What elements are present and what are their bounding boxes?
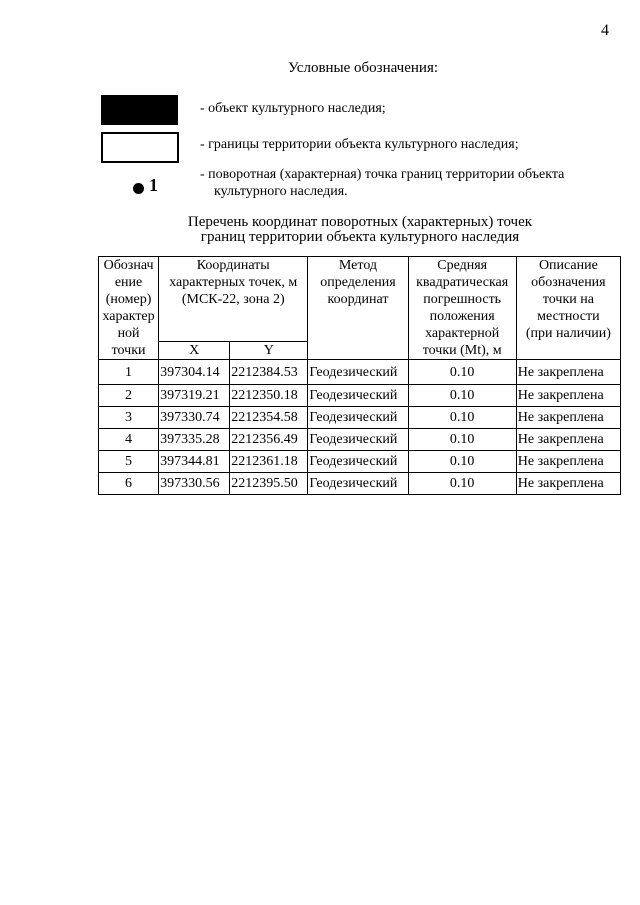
cell-point: 2 bbox=[99, 385, 159, 407]
legend-item-territory-boundary: - границы территории объекта культурного наследия; bbox=[200, 137, 519, 152]
header-line: Описание bbox=[538, 258, 598, 273]
header-line: точки на bbox=[542, 292, 594, 307]
cell-description: Не закреплена bbox=[516, 473, 620, 495]
cell-point: 3 bbox=[99, 407, 159, 429]
cell-error: 0.10 bbox=[408, 429, 516, 451]
header-line: Метод bbox=[338, 258, 378, 273]
cell-description: Не закреплена bbox=[516, 385, 620, 407]
table-row bbox=[99, 360, 621, 385]
header-line: характер bbox=[102, 309, 155, 324]
territory-boundary-symbol bbox=[101, 132, 179, 163]
header-x: X bbox=[159, 342, 230, 360]
cell-method: Геодезический bbox=[308, 360, 408, 385]
legend-title: Условные обозначения: bbox=[287, 60, 439, 76]
header-designation bbox=[99, 257, 159, 360]
cell-y: 2212361.18 bbox=[230, 451, 308, 473]
legend-item-turning-point bbox=[200, 166, 620, 200]
header-line: координат bbox=[327, 292, 389, 307]
cell-x: 397335.28 bbox=[159, 429, 230, 451]
heritage-object-symbol bbox=[101, 95, 178, 125]
table-title-line2: границ территории объекта культурного наследия bbox=[200, 229, 520, 245]
table-row bbox=[99, 473, 621, 495]
cell-point: 1 bbox=[99, 360, 159, 385]
table-row bbox=[99, 385, 621, 407]
header-line: ной bbox=[117, 326, 140, 341]
cell-error: 0.10 bbox=[408, 385, 516, 407]
header-line: Координаты bbox=[196, 258, 270, 273]
header-error bbox=[408, 257, 516, 360]
cell-y: 2212354.58 bbox=[230, 407, 308, 429]
cell-x: 397304.14 bbox=[159, 360, 230, 385]
header-line: точки (Mt), м bbox=[422, 343, 502, 358]
cell-error: 0.10 bbox=[408, 451, 516, 473]
cell-y: 2212395.50 bbox=[230, 473, 308, 495]
cell-description: Не закреплена bbox=[516, 429, 620, 451]
page-number: 4 bbox=[601, 22, 609, 39]
table-row bbox=[99, 407, 621, 429]
cell-x: 397319.21 bbox=[159, 385, 230, 407]
cell-point: 6 bbox=[99, 473, 159, 495]
header-y: Y bbox=[230, 342, 308, 360]
cell-x: 397330.56 bbox=[159, 473, 230, 495]
table-title bbox=[160, 215, 560, 245]
cell-point: 4 bbox=[99, 429, 159, 451]
header-line: определения bbox=[320, 275, 396, 290]
header-description bbox=[516, 257, 620, 360]
header-line: положения bbox=[429, 309, 495, 324]
header-line: ение bbox=[114, 275, 143, 290]
header-line: погрешность bbox=[423, 292, 502, 307]
cell-x: 397330.74 bbox=[159, 407, 230, 429]
cell-point: 5 bbox=[99, 451, 159, 473]
turning-point-symbol bbox=[133, 183, 144, 194]
header-line: местности bbox=[537, 309, 600, 324]
header-line: характерных точек, м bbox=[169, 275, 298, 290]
legend-item-turning-point-line1: - поворотная (характерная) точка границ территории объекта bbox=[200, 167, 565, 182]
cell-error: 0.10 bbox=[408, 360, 516, 385]
cell-method: Геодезический bbox=[308, 473, 408, 495]
cell-description: Не закреплена bbox=[516, 451, 620, 473]
header-coordinates bbox=[159, 257, 308, 342]
header-line: (номер) bbox=[105, 292, 152, 307]
header-method bbox=[308, 257, 408, 360]
cell-description: Не закреплена bbox=[516, 360, 620, 385]
cell-description: Не закреплена bbox=[516, 407, 620, 429]
legend-item-turning-point-line2: культурного наследия. bbox=[214, 184, 348, 199]
turning-point-symbol-label: 1 bbox=[149, 175, 158, 195]
cell-method: Геодезический bbox=[308, 385, 408, 407]
header-line: точки bbox=[111, 343, 146, 358]
cell-method: Геодезический bbox=[308, 451, 408, 473]
cell-error: 0.10 bbox=[408, 473, 516, 495]
header-line: Обознач bbox=[103, 258, 154, 273]
cell-method: Геодезический bbox=[308, 429, 408, 451]
header-line: (при наличии) bbox=[525, 326, 611, 341]
header-line: обозначения bbox=[531, 275, 606, 290]
cell-y: 2212356.49 bbox=[230, 429, 308, 451]
header-line: квадратическая bbox=[416, 275, 509, 290]
cell-y: 2212350.18 bbox=[230, 385, 308, 407]
table-row bbox=[99, 429, 621, 451]
header-line: характерной bbox=[425, 326, 500, 341]
header-line: (МСК-22, зона 2) bbox=[181, 292, 285, 307]
table-row bbox=[99, 451, 621, 473]
cell-method: Геодезический bbox=[308, 407, 408, 429]
coordinates-table bbox=[98, 256, 621, 495]
header-line: Средняя bbox=[437, 258, 488, 273]
cell-x: 397344.81 bbox=[159, 451, 230, 473]
cell-error: 0.10 bbox=[408, 407, 516, 429]
table-title-line1: Перечень координат поворотных (характерных) точек bbox=[187, 214, 533, 230]
legend-item-heritage-object: - объект культурного наследия; bbox=[200, 101, 386, 116]
cell-y: 2212384.53 bbox=[230, 360, 308, 385]
